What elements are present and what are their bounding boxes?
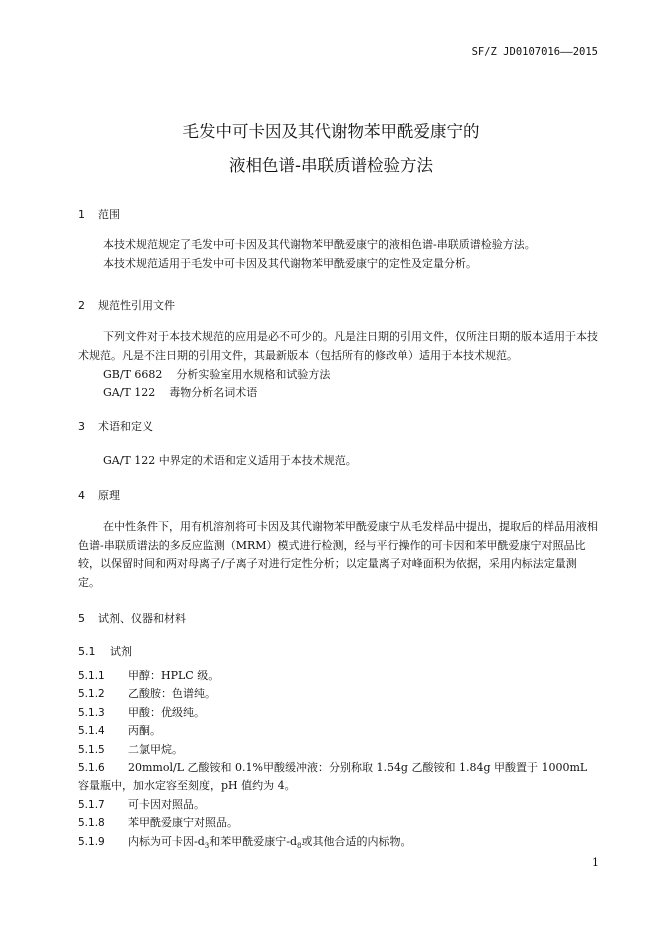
item-number: 5.1.9 xyxy=(78,835,105,848)
reference-title: 毒物分析名词术语 xyxy=(169,386,258,399)
item-text: 丙酮。 xyxy=(128,724,161,738)
section-1-heading xyxy=(78,206,120,222)
item-number: 5.1.8 xyxy=(78,817,105,830)
section-number: 5 xyxy=(78,612,85,625)
section-title: 术语和定义 xyxy=(98,420,153,433)
list-item xyxy=(78,796,598,814)
section-title: 规范性引用文件 xyxy=(98,299,175,312)
title-line-2: 液相色谱-串联质谱检验方法 xyxy=(229,156,433,175)
reference-code: GB/T 6682 xyxy=(103,368,163,381)
reference-item xyxy=(103,384,257,400)
section-number: 2 xyxy=(78,299,85,312)
section-5-heading xyxy=(78,610,186,626)
item-text: 甲酸：优级纯。 xyxy=(128,705,205,719)
paragraph: 在中性条件下，用有机溶剂将可卡因及其代谢物苯甲酰爱康宁从毛发样品中提出，提取后的样品用液相色谱-串联质谱法的多反应监测（MRM）模式进行检测，经与平行操作的可卡因和苯甲酰爱康宁对照品比较，以保留时间和两对母离子/子离子对进行定性分析；以定量离子对峰面积为依据，采用内标法定量测定。 xyxy=(78,520,598,589)
item-number: 5.1.2 xyxy=(78,688,105,701)
subscript: 3 xyxy=(204,841,210,850)
reference-item xyxy=(103,366,330,382)
paragraph: 下列文件对于本技术规范的应用是必不可少的。凡是注日期的引用文件，仅所注日期的版本适用于本技术规范。凡是不注日期的引用文件，其最新版本（包括所有的修改单）适用于本技术规范。 xyxy=(78,330,598,362)
standard-code: SF/Z JD0107016——2015 xyxy=(471,46,598,58)
paragraph: 本技术规范适用于毛发中可卡因及其代谢物苯甲酰爱康宁的定性及定量分析。 xyxy=(103,257,477,270)
list-item xyxy=(78,741,598,759)
section-number: 5.1 xyxy=(78,645,96,658)
list-item xyxy=(78,833,598,856)
subsection-5-1-heading xyxy=(78,643,132,659)
section-title: 试剂 xyxy=(110,645,132,658)
item-text: 甲醇：HPLC 级。 xyxy=(128,669,220,682)
subscript: 8 xyxy=(297,841,302,850)
item-text: 乙酸胺：色谱纯。 xyxy=(128,687,216,701)
page-number: 1 xyxy=(592,856,599,869)
list-item xyxy=(78,722,598,740)
list-item xyxy=(78,814,598,832)
section-number: 1 xyxy=(78,208,85,221)
item-number: 5.1.3 xyxy=(78,706,105,719)
item-text: 和苯甲酰爱康宁-d xyxy=(209,834,297,848)
section-title: 范围 xyxy=(98,208,120,221)
section-title: 试剂、仪器和材料 xyxy=(98,612,186,625)
list-item xyxy=(78,667,598,685)
section-title: 原理 xyxy=(98,489,120,502)
reference-title: 分析实验室用水规格和试验方法 xyxy=(176,368,331,381)
item-number: 5.1.5 xyxy=(78,743,105,756)
item-text: 内标为可卡因-d xyxy=(128,834,205,848)
section-number: 3 xyxy=(78,420,85,433)
item-number: 5.1.6 xyxy=(78,762,105,774)
title-line-1: 毛发中可卡因及其代谢物苯甲酰爱康宁的 xyxy=(182,122,480,141)
reference-code: GA/T 122 xyxy=(103,386,156,399)
item-text: 苯甲酰爱康宁对照品。 xyxy=(128,816,238,830)
section-4-heading xyxy=(78,487,120,503)
item-text: 可卡因对照品。 xyxy=(128,797,205,811)
item-number: 5.1.1 xyxy=(78,670,105,682)
item-number: 5.1.4 xyxy=(78,725,105,738)
section-3-heading xyxy=(78,418,153,434)
item-text: 二氯甲烷。 xyxy=(128,742,183,756)
paragraph: 本技术规范规定了毛发中可卡因及其代谢物苯甲酰爱康宁的液相色谱-串联质谱检验方法。 xyxy=(103,238,536,251)
list-item xyxy=(78,685,598,703)
list-item xyxy=(78,704,598,722)
item-text: 或其他合适的内标物。 xyxy=(301,834,412,848)
list-item xyxy=(78,759,598,796)
section-number: 4 xyxy=(78,489,85,502)
paragraph: GA/T 122 中界定的术语和定义适用于本技术规范。 xyxy=(103,454,357,467)
item-text: 20mmol/L 乙酸铵和 0.1%甲酸缓冲液：分别称取 1.54g 乙酸铵和 1.84g 甲酸置于 1000mL 容量瓶中，加水定容至刻度，pH 值约为 4。 xyxy=(78,761,588,793)
section-2-heading xyxy=(78,297,175,313)
item-number: 5.1.7 xyxy=(78,798,105,811)
